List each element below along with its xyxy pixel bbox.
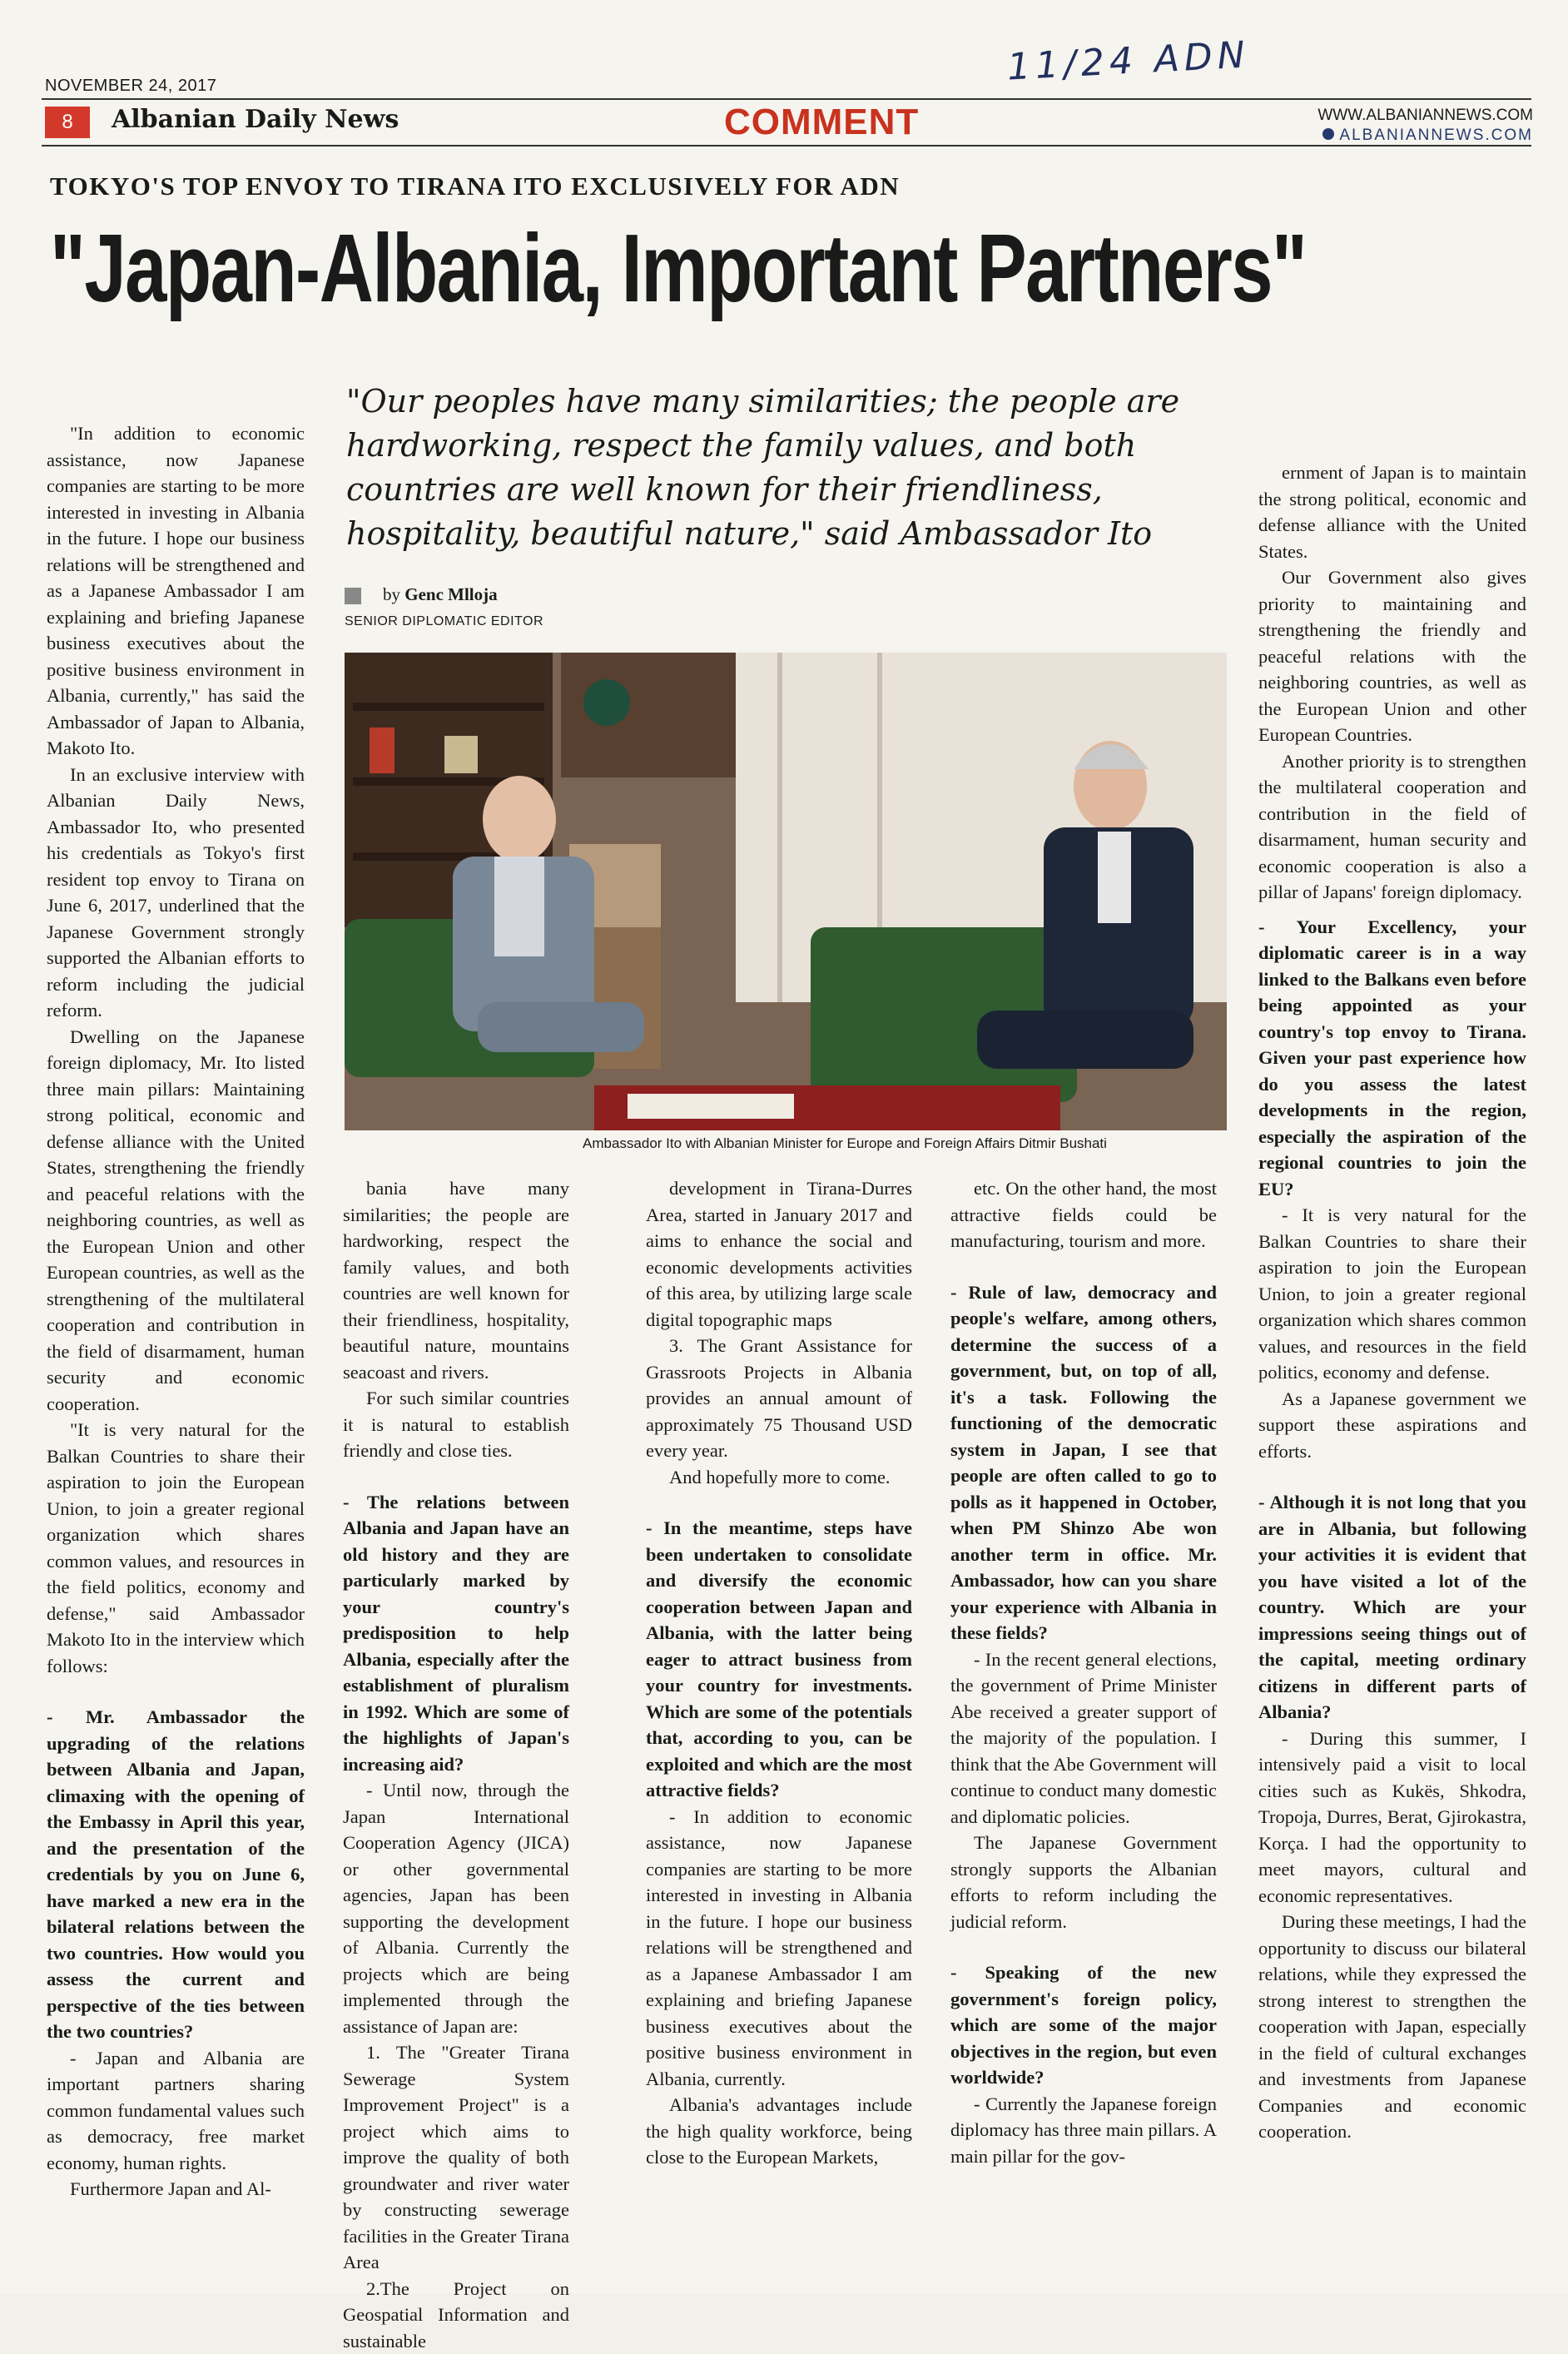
paragraph: Our Government also gives priority to maintaining and strengthening the friendly and peaceful relations with the neighboring countries, as well as the European Union and other European Countries. [1258, 564, 1526, 748]
paragraph: development in Tirana-Durres Area, started in January 2017 and aims to enhance the social and economic developments activities of this area, by utilizing large scale digital topographic maps [646, 1175, 912, 1333]
bullet-icon [1322, 128, 1334, 140]
article-column-5 [1258, 459, 1526, 2145]
interview-question: - The relations between Albania and Japan have an old history and they are particularly marked by your country's predisposition to help Albania, especially after the establishment of pluralism in 1992. Which are some of the highlights of Japan's increasing aid? [343, 1489, 569, 1778]
interview-question: - Your Excellency, your diplomatic career is in a way linked to the Balkans even before being appointed as your country's top envoy to Tirana. Given your past experience how do you assess the latest developments in the region, especially the aspiration of the regional countries to join the EU? [1258, 914, 1526, 1203]
headline: "Japan-Albania, Important Partners" [50, 210, 1205, 326]
paragraph: During these meetings, I had the opportunity to discuss our bilateral relations, while they expressed the strong interest to strengthen the cooperation with Japan, especially in the field of cultural exchanges and investments from Japanese Companies and economic cooperation. [1258, 1909, 1526, 2145]
paragraph: Dwelling on the Japanese foreign diplomacy, Mr. Ito listed three main pillars: Maintaining strong political, economic and defense alliance with the United States, strengthening the friendly and peaceful relations with the neighboring countries, as well as the European Union and other European countries, as well as the strengthening of the multilateral cooperation and contribution in the field of disarmament, human security and economic cooperation. [47, 1024, 305, 1418]
paragraph: bania have many similarities; the people are hardworking, respect the family values, and both countries are well known for their friendliness, hospitality, beautiful nature, mountains seacoast and rivers. [343, 1175, 569, 1385]
interview-question: - Mr. Ambassador the upgrading of the relations between Albania and Japan, climaxing with the opening of the Embassy in April this year, and the presentation of the credentials by you on June 6, have marked a new era in the bilateral relations between the two countries. How would you assess the current and perspective of the ties between the two countries? [47, 1704, 305, 2045]
paragraph: - Currently the Japanese foreign diplomacy has three main pillars. A main pillar for the gov- [950, 2091, 1217, 2170]
paragraph: For such similar countries it is natural to establish friendly and close ties. [343, 1385, 569, 1464]
section-label: COMMENT [724, 102, 919, 143]
paragraph: - In the recent general elections, the government of Prime Minister Abe received a greater support of the majority of the population. I think that the Abe Government will continue to conduct many domestic and diplomatic policies. [950, 1646, 1217, 1830]
paragraph: The Japanese Government strongly supports the Albanian efforts to reform including the judicial reform. [950, 1830, 1217, 1934]
paragraph: "It is very natural for the Balkan Countries to share their aspiration to join the European Union, to join a greater regional organization which shares common values, and resources in the field politics, economy and defense," said Ambassador Makoto Ito in the interview which follows: [47, 1417, 305, 1679]
paragraph: As a Japanese government we support these aspirations and efforts. [1258, 1386, 1526, 1465]
paragraph: etc. On the other hand, the most attractive fields could be manufacturing, tourism and more. [950, 1175, 1217, 1254]
pull-quote: "Our peoples have many similarities; the people are hardworking, respect the family values, and both countries are well known for their friendliness, hospitality, beautiful nature," said Ambassador Ito [346, 380, 1228, 556]
website-url-secondary [1322, 127, 1533, 145]
byline [345, 584, 498, 605]
article-column-1 [47, 420, 305, 2203]
paragraph: Albania's advantages include the high quality workforce, being close to the European Markets, [646, 2092, 912, 2171]
paragraph: 3. The Grant Assistance for Grassroots Projects in Albania provides an annual amount of approximately 75 Thousand USD every year. [646, 1333, 912, 1464]
paragraph: ernment of Japan is to maintain the strong political, economic and defense alliance with the United States. [1258, 459, 1526, 564]
paragraph: 1. The "Greater Tirana Sewerage System Improvement Project" is a project which aims to improve the quality of both groundwater and river water by constructing sewerage facilities in the Greater Tirana Area [343, 2039, 569, 2276]
article-column-2 [343, 1175, 569, 2354]
photo-caption: Ambassador Ito with Albanian Minister for Europe and Foreign Affairs Ditmir Bushati [583, 1135, 1107, 1152]
interview-question: - Although it is not long that you are in Albania, but following your activities it is evident that you have visited a lot of the country. Which are your impressions seeing things out of the capital, meeting ordinary citizens in different parts of Albania? [1258, 1489, 1526, 1726]
paragraph: In an exclusive interview with Albanian Daily News, Ambassador Ito, who presented his credentials as Tokyo's first resident top envoy to Tirana on June 6, 2017, underlined that the Japanese Government strongly supported the Albanian efforts to reform including the judicial reform. [47, 762, 305, 1024]
article-column-4 [950, 1175, 1217, 2169]
byline-square-icon [345, 588, 361, 604]
article-column-3 [646, 1175, 912, 2171]
byline-title: SENIOR DIPLOMATIC EDITOR [345, 614, 543, 629]
interview-photo-illustration [345, 653, 1227, 1130]
paragraph: And hopefully more to come. [646, 1464, 912, 1491]
paragraph: - Until now, through the Japan International Cooperation Agency (JICA) or other governmental agencies, Japan has been supporting the development of Albania. Currently the projects which are being implemented through the assistance of Japan are: [343, 1777, 569, 2039]
byline-prefix: by [383, 584, 400, 604]
byline-author: Genc Mlloja [404, 584, 497, 604]
paragraph: 2.The Project on Geospatial Information and sustainable [343, 2276, 569, 2354]
paragraph: - Japan and Albania are important partners sharing common fundamental values such as democracy, free market economy, human rights. [47, 2045, 305, 2177]
website-url: WWW.ALBANIANNEWS.COM [1317, 107, 1533, 125]
issue-date: NOVEMBER 24, 2017 [45, 77, 216, 96]
interview-photo [345, 653, 1227, 1130]
paragraph: "In addition to economic assistance, now Japanese companies are starting to be more interested in investing in Albania in the future. I hope our business relations will be strengthened and as a Japanese Ambassador I am explaining and briefing Japanese business executives about the positive business environment in Albania, currently," has said the Ambassador of Japan to Albania, Makoto Ito. [47, 420, 305, 762]
paragraph: - During this summer, I intensively paid a visit to local cities such as Kukës, Shkodra, Tropoja, Durres, Berat, Gjirokastra, Korça. I had the opportunity to meet mayors, cultural and economic representatives. [1258, 1726, 1526, 1910]
interview-question: - Speaking of the new government's foreign policy, which are some of the major objectives in the region, but even worldwide? [950, 1959, 1217, 2091]
handwritten-note: 11/24 ADN [1006, 33, 1251, 88]
paper-name: Albanian Daily News [112, 105, 399, 134]
website-url-secondary-text: ALBANIANNEWS.COM [1339, 127, 1533, 144]
interview-question: - Rule of law, democracy and people's welfare, among others, determine the success of a government, but, on top of all, it's a task. Following the functioning of the democratic system in Japan, I see that people are often called to go to polls as it happened in October, when PM Shinzo Abe won another term in office. Mr. Ambassador, how can you share your experience with Albania in these fields? [950, 1279, 1217, 1646]
page-number: 8 [45, 107, 90, 138]
kicker: TOKYO'S TOP ENVOY TO TIRANA ITO EXCLUSIVELY FOR ADN [50, 171, 900, 201]
paragraph: Furthermore Japan and Al- [47, 2176, 305, 2203]
interview-question: - In the meantime, steps have been undertaken to consolidate and diversify the economic cooperation between Japan and Albania, with the latter being eager to attract business from your country for investments. Which are some of the potentials that, according to you, can be exploited and which are the most attractive fields? [646, 1515, 912, 1804]
paragraph: - In addition to economic assistance, now Japanese companies are starting to be more interested in investing in Albania in the future. I hope our business relations will be strengthened and as a Japanese Ambassador I am explaining and briefing Japanese business executives about the positive business environment in Albania, currently. [646, 1804, 912, 2093]
paragraph: Another priority is to strengthen the multilateral cooperation and contribution in the field of disarmament, human security and economic cooperation is also a pillar of Japans' foreign diplomacy. [1258, 748, 1526, 906]
paragraph: - It is very natural for the Balkan Countries to share their aspiration to join the European Union, to join a greater regional organization which shares common values, and resources in the field politics, economy and defense. [1258, 1202, 1526, 1386]
